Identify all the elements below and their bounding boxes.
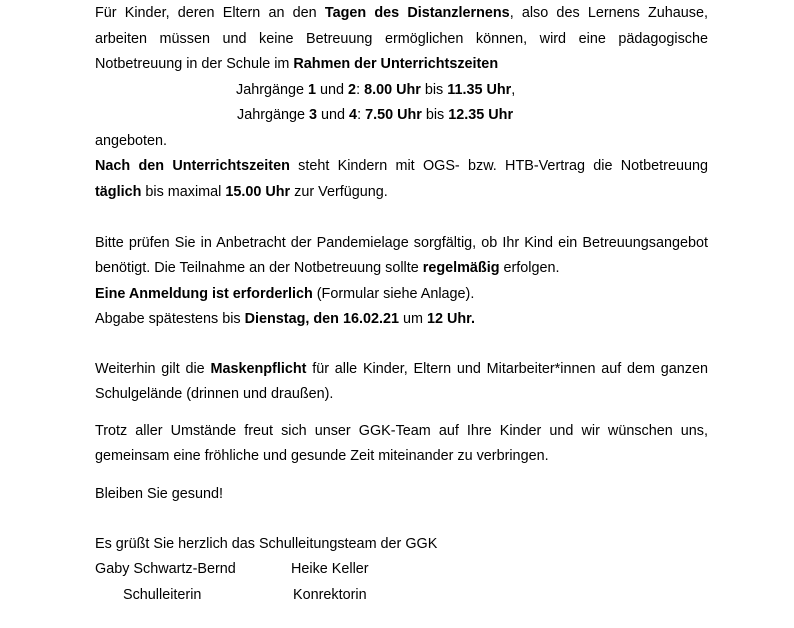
schedule-grades-1-2 — [236, 81, 515, 99]
signatory-1-name: Gaby Schwartz-Bernd — [95, 561, 236, 577]
bold-text: 15.00 Uhr — [225, 184, 291, 200]
text-run: für alle Kinder, Eltern und Mitarbeiter*innen auf dem ganzen — [306, 361, 708, 377]
p4-line-2: gemeinsam eine fröhliche und gesunde Zeit miteinander zu verbringen. — [95, 448, 549, 464]
bold-text: 2 — [348, 82, 357, 98]
bold-text: Eine Anmeldung ist erforderlich — [95, 286, 313, 302]
text-run: , — [511, 82, 516, 98]
p3-line-2: Schulgelände (drinnen und draußen). — [95, 386, 334, 402]
bold-text: 7.50 Uhr — [365, 107, 422, 123]
text-run: bis — [421, 107, 449, 123]
bold-text: Tagen des Distanzlernens — [324, 5, 510, 21]
bold-text: täglich — [95, 184, 142, 200]
text-run: und — [316, 82, 349, 98]
bold-text: regelmäßig — [422, 260, 500, 276]
text-run: bis maximal — [141, 184, 226, 200]
text-run: : — [356, 82, 365, 98]
bold-text: Nach den Unterrichtszeiten — [95, 158, 290, 174]
p2-line-1: Bitte prüfen Sie in Anbetracht der Pandemielage sorgfältig, ob Ihr Kind ein Betreuungsangebot — [95, 235, 708, 251]
p1-line-7 — [95, 157, 708, 175]
bold-text: Maskenpflicht — [210, 361, 307, 377]
farewell: Bleiben Sie gesund! — [95, 486, 224, 502]
text-run: und — [317, 107, 350, 123]
deadline-note — [95, 310, 475, 328]
text-run: Abgabe spätestens bis — [95, 311, 245, 327]
text-run: , also des Lernens Zuhause, — [509, 5, 708, 21]
p3-line-1 — [95, 360, 708, 378]
registration-note — [95, 285, 474, 303]
text-run: Weiterhin gilt die — [95, 361, 211, 377]
text-run: erfolgen. — [499, 260, 560, 276]
text-run: (Formular siehe Anlage). — [312, 286, 475, 302]
bold-text: 1 — [308, 82, 317, 98]
p1-line-2: arbeiten müssen und keine Betreuung ermöglichen können, wird eine pädagogische — [95, 31, 708, 47]
text-run: steht Kindern mit OGS- bzw. HTB-Vertrag die Notbetreuung — [289, 158, 708, 174]
p2-line-2 — [95, 259, 560, 277]
text-run: Notbetreuung in der Schule im — [95, 56, 294, 72]
text-run: Jahrgänge — [236, 82, 309, 98]
text-run: bis — [420, 82, 448, 98]
p4-line-1: Trotz aller Umstände freut sich unser GGK-Team auf Ihre Kinder und wir wünschen uns, — [95, 423, 708, 439]
bold-text: Dienstag, den 16.02.21 — [244, 311, 399, 327]
bold-text: Rahmen der Unterrichtszeiten — [293, 56, 499, 72]
bold-text: 11.35 Uhr — [447, 82, 512, 98]
text-run: Jahrgänge — [237, 107, 310, 123]
bold-text: 12.35 Uhr — [448, 107, 514, 123]
p1-line-3 — [95, 55, 498, 73]
p1-line-6: angeboten. — [95, 133, 168, 149]
bold-text: 12 Uhr. — [426, 311, 475, 327]
p1-line-8 — [95, 183, 388, 201]
signatory-1-role: Schulleiterin — [123, 587, 202, 603]
text-run: : — [357, 107, 366, 123]
text-run: benötigt. Die Teilnahme an der Notbetreuung sollte — [95, 260, 423, 276]
schedule-grades-3-4 — [237, 106, 513, 124]
signatory-2-role: Konrektorin — [293, 587, 367, 603]
bold-text: 4 — [349, 107, 358, 123]
p1-line-1 — [95, 4, 708, 22]
text-run: zur Verfügung. — [290, 184, 388, 200]
bold-text: 8.00 Uhr — [364, 82, 421, 98]
signatory-2-name: Heike Keller — [291, 561, 369, 577]
text-run: Für Kinder, deren Eltern an den — [95, 5, 325, 21]
bold-text: 3 — [309, 107, 318, 123]
closing-line: Es grüßt Sie herzlich das Schulleitungsteam der GGK — [95, 536, 438, 552]
text-run: um — [398, 311, 427, 327]
